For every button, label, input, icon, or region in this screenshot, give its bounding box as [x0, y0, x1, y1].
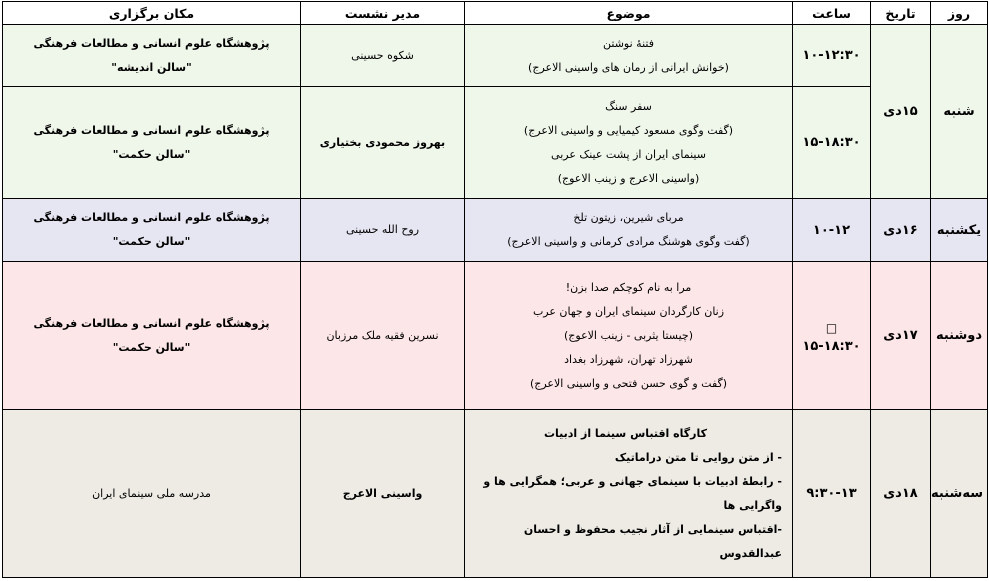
moderator-cell: روح الله حسینی: [301, 199, 465, 262]
topic-cell: [465, 199, 793, 262]
header-time: ساعت: [793, 2, 871, 25]
venue-cell: [3, 25, 301, 87]
time-cell: [793, 199, 871, 262]
day-cell: یکشنبه: [931, 199, 988, 262]
time-cell: [793, 25, 871, 87]
topic-line: (خوانش ایرانی از رمان های واسینی الاعرج): [528, 60, 729, 74]
topic-cell: [465, 87, 793, 199]
time-cell: [793, 87, 871, 199]
venue-cell: [3, 87, 301, 199]
topic-line: کارگاه اقتباس سینما از ادبیات: [543, 426, 708, 440]
venue-line: پژوهشگاه علوم انسانی و مطالعات فرهنگی: [33, 36, 270, 50]
topic-line: زنان کارگردان سینمای ایران و جهان عرب: [532, 304, 725, 318]
header-topic: موضوع: [465, 2, 793, 25]
topic-line: (چیستا یثربی - زینب الاعوج): [564, 328, 693, 342]
day-cell: دوشنبه: [931, 262, 988, 410]
time-cell: [793, 262, 871, 410]
day-cell: سه‌شنبه: [931, 410, 988, 578]
venue-cell: [3, 262, 301, 410]
date-cell: ۱۸دی: [871, 410, 931, 578]
day-cell: شنبه: [931, 25, 988, 199]
header-row: [3, 2, 988, 25]
date-cell: ۱۵دی: [871, 25, 931, 199]
venue-line: پژوهشگاه علوم انسانی و مطالعات فرهنگی: [33, 211, 270, 224]
venue-line: مدرسه ملی سینمای ایران: [92, 486, 211, 500]
topic-cell: [465, 262, 793, 410]
time-value: ۱۵-۱۸:۳۰: [802, 339, 861, 354]
topic-line: مربای شیرین، زیتون تلخ: [573, 211, 684, 224]
topic-line: (واسینی الاعرج و زینب الاعوج): [557, 171, 700, 185]
moderator-cell: واسینی الاعرج: [301, 410, 465, 578]
venue-cell: [3, 199, 301, 262]
venue-line: "سالن حکمت": [112, 235, 191, 248]
topic-line: مرا به نام کوچکم صدا بزن!: [565, 280, 692, 294]
time-cell: [793, 410, 871, 578]
venue-line: پژوهشگاه علوم انسانی و مطالعات فرهنگی: [33, 123, 270, 137]
topic-line: - رابطهٔ ادبیات با سینمای جهانی و عربی؛ همگرایی ها و واگرایی ها: [483, 474, 782, 512]
topic-line: - از متن روایی تا متن دراماتیک: [614, 450, 782, 464]
header-date: تاریخ: [871, 2, 931, 25]
moderator-cell: شکوه حسینی: [301, 25, 465, 87]
table-row: [3, 262, 988, 410]
date-cell: ۱۷دی: [871, 262, 931, 410]
topic-line: (گفت وگوی هوشنگ مرادی کرمانی و واسینی الاعرج): [507, 235, 750, 248]
topic-line: سفر سنگ: [605, 99, 652, 113]
topic-line: سینمای ایران از پشت عینک عربی: [551, 147, 706, 161]
header-moderator: مدیر نشست: [301, 2, 465, 25]
topic-line: (گفت و گوی حسن فتحی و واسینی الاعرج): [529, 376, 728, 390]
venue-line: "سالن حکمت": [112, 147, 191, 161]
venue-line: "سالن اندیشه": [111, 60, 192, 74]
time-value: ۱۵-۱۸:۳۰: [802, 135, 861, 150]
topic-cell: [465, 25, 793, 87]
topic-line: (گفت وگوی مسعود کیمیایی و واسینی الاعرج): [523, 123, 734, 137]
topic-cell: [465, 410, 793, 578]
time-value: ۱۰-۱۲:۳۰: [802, 48, 861, 63]
time-value: ۹:۳۰-۱۳: [806, 486, 857, 501]
topic-line: شهرزاد تهران، شهرزاد بغداد: [564, 352, 693, 366]
topic-line: -اقتباس سینمایی از آثار نجیب محفوظ و احسان عبدالقدوس: [523, 522, 782, 560]
table-row: [3, 410, 988, 578]
moderator-cell: بهروز محمودی بختیاری: [301, 87, 465, 199]
schedule-table: [2, 1, 988, 578]
header-day: روز: [931, 2, 988, 25]
time-value: ۱۰-۱۲: [812, 222, 851, 238]
time-marker: □: [825, 321, 838, 335]
date-cell: ۱۶دی: [871, 199, 931, 262]
header-venue: مکان برگزاری: [3, 2, 301, 25]
table-row: [3, 87, 988, 199]
venue-line: پژوهشگاه علوم انسانی و مطالعات فرهنگی: [33, 316, 270, 330]
moderator-cell: نسرین فقیه ملک مرزبان: [301, 262, 465, 410]
table-row: [3, 25, 988, 87]
topic-line: فتنهٔ نوشتن: [603, 36, 654, 50]
venue-line: "سالن حکمت": [112, 340, 191, 354]
venue-cell: [3, 410, 301, 578]
table-row: [3, 199, 988, 262]
